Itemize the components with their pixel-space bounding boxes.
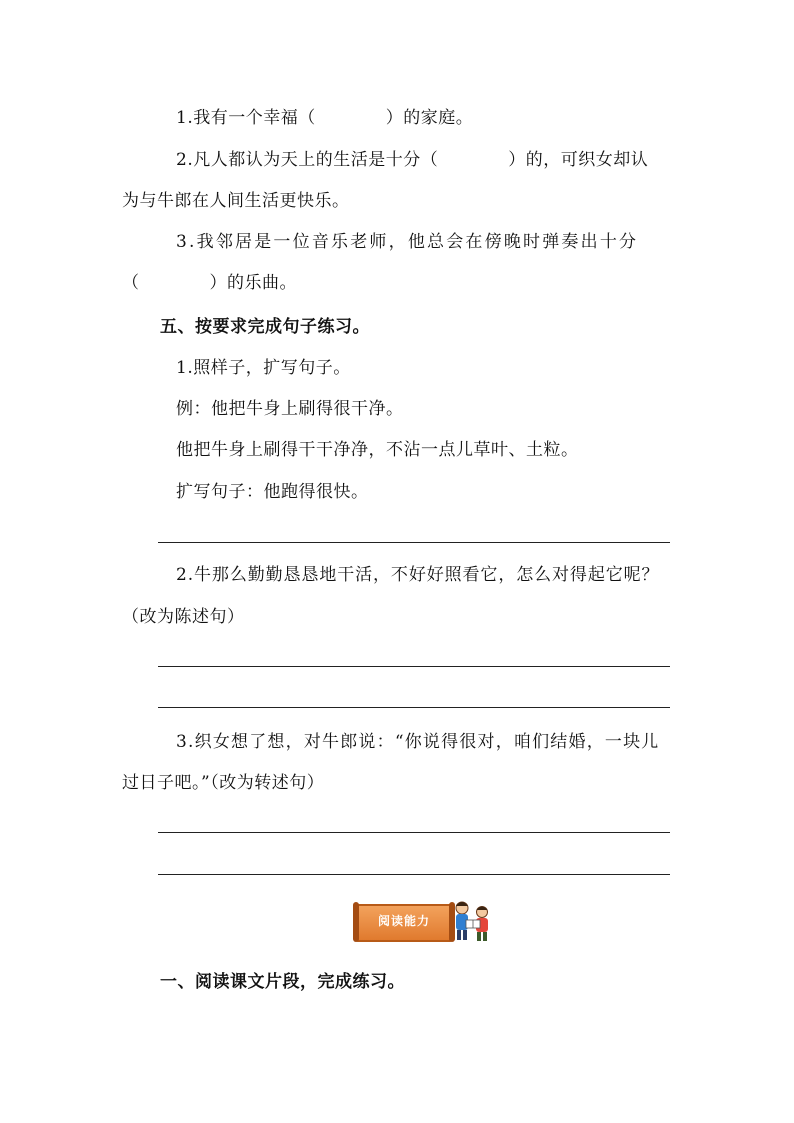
sentence-task-2-line-2: （改为陈述句）	[122, 607, 245, 627]
banner-label: 阅读能力	[377, 914, 430, 928]
answer-line-5[interactable]	[158, 874, 670, 875]
reading-section-one-heading: 一、阅读课文片段，完成练习。	[160, 972, 405, 992]
sentence-task-2-line-1: 2.牛那么勤勤恳恳地干活，不好好照看它，怎么对得起它呢？	[176, 565, 660, 585]
fill-blank-question-3-line-2: （ ）的乐曲。	[122, 273, 297, 293]
answer-line-3[interactable]	[158, 707, 670, 708]
reading-ability-banner	[356, 898, 494, 944]
answer-line-4[interactable]	[158, 832, 670, 833]
sentence-task-1-example: 例：他把牛身上刷得很干净。	[176, 399, 404, 419]
sentence-task-1-example-answer: 他把牛身上刷得干干净净，不沾一点儿草叶、土粒。	[176, 440, 579, 460]
fill-blank-question-2-line-2: 为与牛郎在人间生活更快乐。	[122, 191, 350, 211]
fill-blank-question-2-line-1: 2.凡人都认为天上的生活是十分（ ）的，可织女却认	[176, 150, 649, 170]
answer-line-1[interactable]	[158, 542, 670, 543]
section-five-heading: 五、按要求完成句子练习。	[160, 317, 370, 337]
sentence-task-3-line-2: 过日子吧。”（改为转述句）	[122, 773, 325, 793]
fill-blank-question-1: 1.我有一个幸福（ ）的家庭。	[176, 108, 474, 128]
answer-line-2[interactable]	[158, 666, 670, 667]
children-reading-icon	[450, 898, 494, 944]
sentence-task-1-prompt: 扩写句子：他跑得很快。	[176, 482, 369, 502]
sentence-task-3-line-1: 3.织女想了想，对牛郎说：“你说得很对，咱们结婚，一块儿	[176, 732, 660, 752]
sentence-task-1: 1.照样子，扩写句子。	[176, 358, 351, 378]
fill-blank-question-3-line-1: 3.我邻居是一位音乐老师，他总会在傍晚时弹奏出十分	[176, 232, 639, 252]
